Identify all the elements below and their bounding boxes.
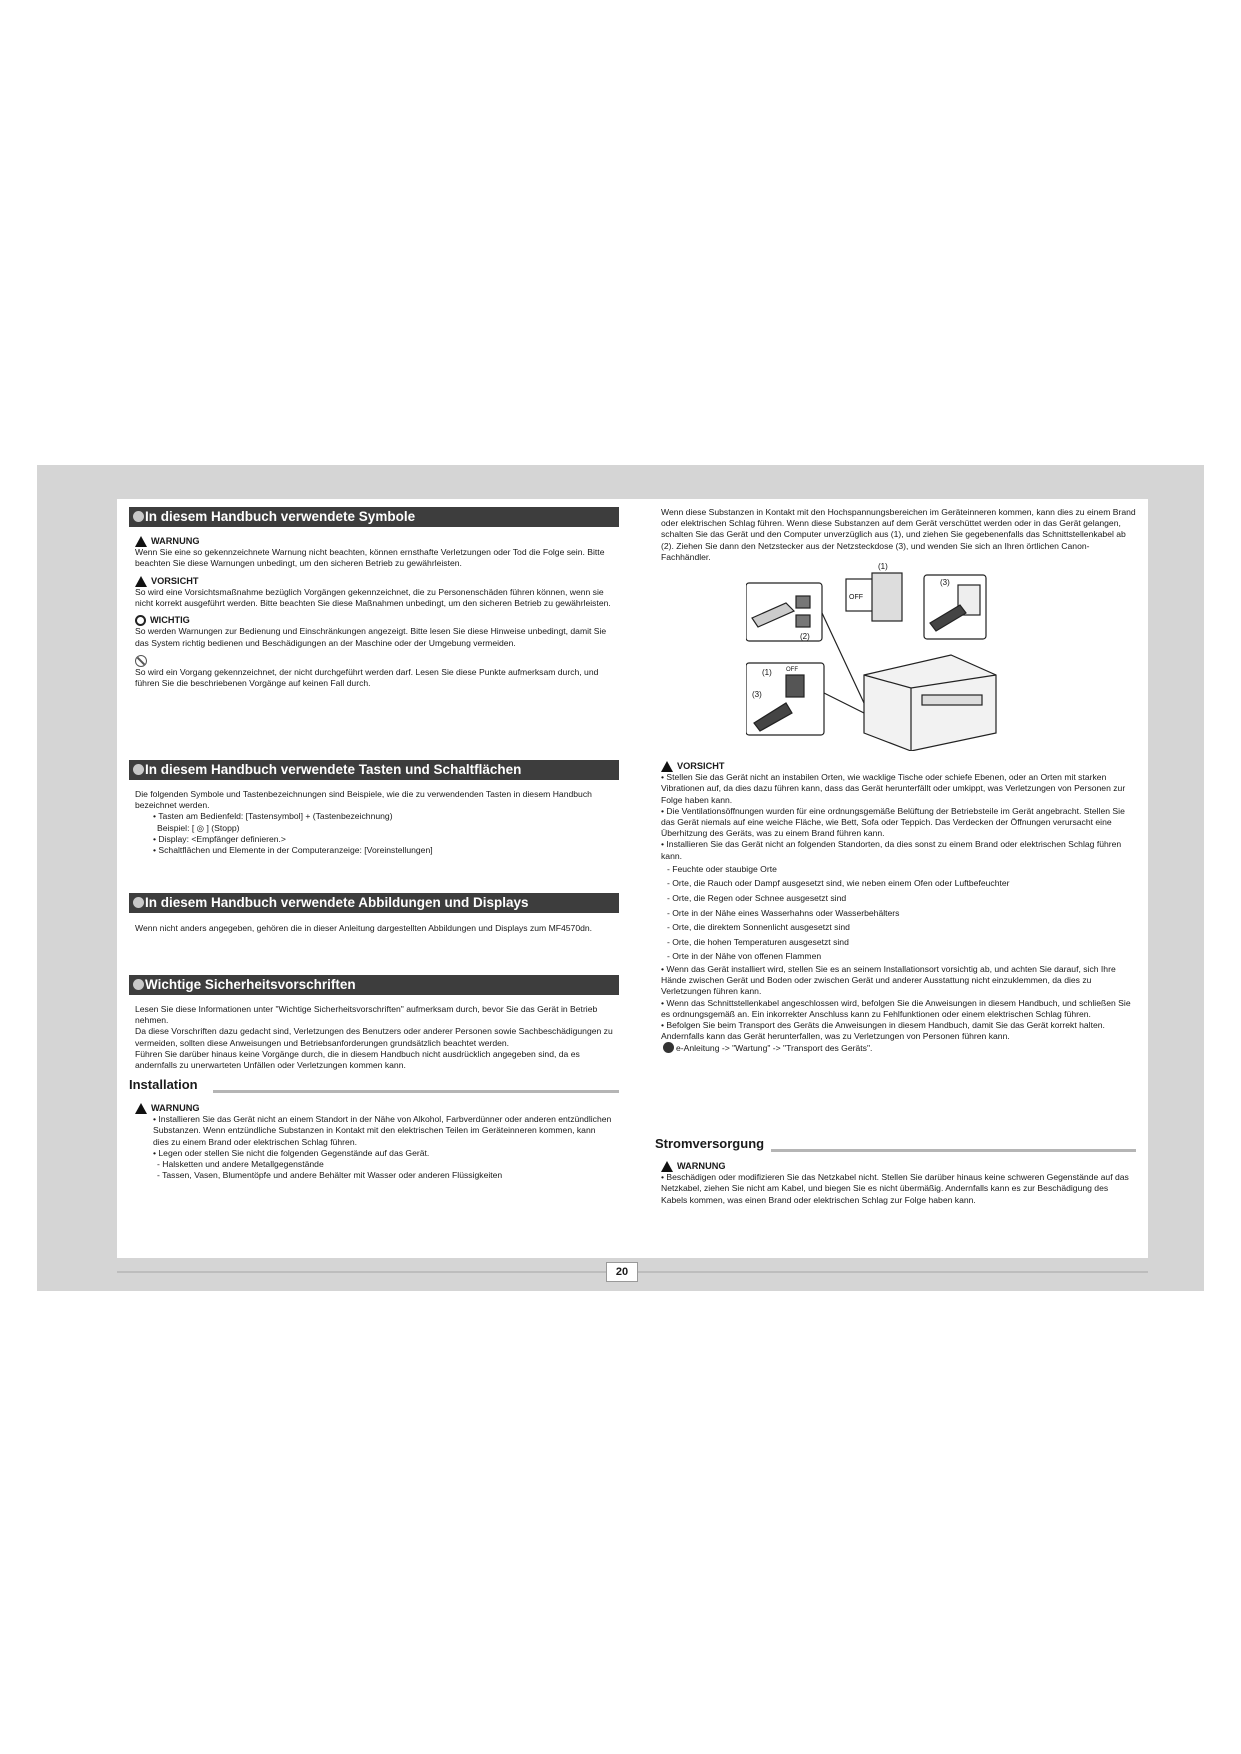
warnung-label [135, 1103, 613, 1114]
warnung-label [661, 1161, 1136, 1172]
prohibited-icon [135, 655, 147, 667]
tasten-block [135, 789, 613, 856]
label-text: WICHTIG [150, 615, 190, 626]
label-text: VORSICHT [151, 575, 199, 586]
installation-dash-2: - Tassen, Vasen, Blumentöpfe und andere Behälter mit Wasser oder anderen Flüssigkeiten [157, 1170, 503, 1181]
abbildungen-text: Wenn nicht anders angegeben, gehören die in dieser Anleitung dargestellten Abbildungen und Displays zum MF4570dn. [135, 923, 593, 933]
section-header-symbole [129, 507, 619, 527]
bullet-circle-icon [133, 897, 144, 908]
section-header-sicherheit [129, 975, 619, 995]
installation-block [135, 1103, 613, 1181]
sicherheit-block [135, 1004, 613, 1071]
caution-triangle-icon [135, 576, 147, 587]
callout-2: (2) [800, 632, 810, 641]
sicherheit-p1: Lesen Sie diese Informationen unter "Wichtige Sicherheitsvorschriften" aufmerksam durch, bevor Sie das Gerät in Betrieb nehmen. [135, 1004, 598, 1026]
warning-triangle-icon [135, 1103, 147, 1114]
tasten-bullet-2: • Display: <Empfänger definieren.> [153, 833, 286, 844]
vorsicht-description: So wird eine Vorsichtsmaßnahme bezüglich Vorgängen gekennzeichnet, die zu Personenschäden führen können, wenn sie nicht korrekt ausgeführt werden. Bitte beachten Sie diese Maßnahmen unbedingt, um den sicheren Betrieb zu gewährleisten. [135, 586, 611, 609]
location-item: - Orte, die direktem Sonnenlicht ausgesetzt sind [667, 922, 850, 933]
locations-list [661, 862, 1136, 964]
vorsicht-bullet-1: • Stellen Sie das Gerät nicht an instabilen Orten, wie wacklige Tische oder schiefe Ebenen, oder an Orten mit starken Vibrationen auf, da dies dazu führen kann, dass das Gerät herunterfällt oder umkippt, was Verletzungen von Personen zur Folge haben kann. [661, 772, 1126, 805]
page-number: 20 [606, 1262, 638, 1282]
tasten-intro: Die folgenden Symbole und Tastenbezeichnungen sind Beispiele, wie die zu verwendenden Tasten in diesem Handbuch bezeichnet werden. [135, 789, 592, 811]
location-item: - Feuchte oder staubige Orte [667, 863, 777, 874]
installation-bullet-1: • Installieren Sie das Gerät nicht an einem Standort in der Nähe von Alkohol, Farbverdünner oder anderen entzündlichen Substanzen. Wenn entzündliche Substanzen in Kontakt mit den elektrischen Teilen im Geräteinneren kommen, kann dies zu einem Brand oder elektrischen Schlag führen. [153, 1114, 612, 1147]
strom-text: • Beschädigen oder modifizieren Sie das Netzkabel nicht. Stellen Sie darüber hinaus keine schweren Gegenstände auf das Netzkabel, ziehen Sie nicht am Kabel, und biegen Sie es nicht übermäßig. Andernfalls kann es zur Beschädigung des Kabels kommen, was einen Brand oder elektrischen Schlag zur Folge haben kann. [661, 1172, 1129, 1205]
section-title: Wichtige Sicherheitsvorschriften [145, 977, 356, 992]
e-manual-reference [661, 1042, 1136, 1054]
e-manual-icon [663, 1042, 674, 1053]
vorsicht-block [661, 761, 1136, 1055]
location-item: - Orte, die Regen oder Schnee ausgesetzt sind [667, 893, 847, 904]
wichtig-label [135, 615, 613, 626]
subheading-stromversorgung: Stromversorgung [655, 1136, 765, 1151]
verbot-description: So wird ein Vorgang gekennzeichnet, der nicht durchgeführt werden darf. Lesen Sie diese Punkte aufmerksam durch, und führen Sie die beschriebenen Vorgänge auf keinen Fall durch. [135, 666, 599, 689]
subheading-rule [771, 1149, 1136, 1152]
symbols-list [135, 536, 613, 689]
caution-triangle-icon [661, 761, 673, 772]
label-text: WARNUNG [677, 1161, 726, 1171]
location-item: - Orte, die hohen Temperaturen ausgesetzt sind [667, 936, 849, 947]
bullet-circle-icon [133, 764, 144, 775]
vorsicht-bullet-3: • Installieren Sie das Gerät nicht an folgenden Standorten, da dies sonst zu einem Brand oder elektrischen Schlag führen kann. [661, 839, 1122, 861]
callout-1: (1) [878, 563, 888, 571]
subheading-installation: Installation [129, 1077, 198, 1092]
location-item: - Orte in der Nähe eines Wasserhahns oder Wasserbehälters [667, 907, 900, 918]
section-title: In diesem Handbuch verwendete Abbildungen und Displays [145, 895, 529, 910]
reference-text: e-Anleitung -> "Wartung" -> "Transport des Geräts". [676, 1043, 873, 1054]
strom-block [661, 1161, 1136, 1206]
section-header-tasten [129, 760, 619, 780]
tasten-bullet-3: • Schaltflächen und Elemente in der Computeranzeige: [Voreinstellungen] [153, 845, 433, 856]
location-item: - Orte in der Nähe von offenen Flammen [667, 951, 822, 962]
verbot-label [135, 655, 613, 667]
vorsicht-label [661, 761, 1136, 772]
sicherheit-p2: Da diese Vorschriften dazu gedacht sind, Verletzungen des Benutzers oder anderer Personen sowie Sachbeschädigungen zu vermeiden, sollten diese Anweisungen und Betriebsanforderungen grundsätzlich beachtet werden. [135, 1026, 613, 1048]
warning-triangle-icon [661, 1161, 673, 1172]
installation-bullet-2: • Legen oder stellen Sie nicht die folgenden Gegenstände auf das Gerät. [153, 1147, 430, 1158]
off-label-monitor: OFF [849, 594, 863, 601]
section-title: In diesem Handbuch verwendete Tasten und Schaltflächen [145, 762, 522, 777]
tasten-bullet-1: • Tasten am Bedienfeld: [Tastensymbol] + (Tastenbezeichnung) [153, 811, 393, 822]
wichtig-description: So werden Warnungen zur Bedienung und Einschränkungen angezeigt. Bitte lesen Sie diese Hinweise unbedingt, damit Sie das System richtig bedienen und Beschädigungen an der Maschine oder der Umgebung vermeiden. [135, 626, 607, 648]
vorsicht-label [135, 576, 613, 587]
bullet-circle-icon [133, 979, 144, 990]
vorsicht-bullet-4: • Wenn das Gerät installiert wird, stellen Sie es an seinem Installationsort vorsichtig ab, und achten Sie darauf, sich Ihre Hände zwischen Gerät und Boden oder zwischen Gerät und anderer Ausstattung nicht einzuklemmen, da dies zu Verletzungen führen kann. [661, 963, 1116, 997]
warnung-label [135, 536, 613, 547]
warnung-description: Wenn Sie eine so gekennzeichnete Warnung nicht beachten, können ernsthafte Verletzungen oder Tod die Folge sein. Bitte beachten Sie diese Warnungen unbedingt, um den sicheren Betrieb zu gewährleisten. [135, 547, 605, 569]
vorsicht-bullet-2: • Die Ventilationsöffnungen wurden für eine ordnungsgemäße Belüftung der Betriebsteile im Gerät angebracht. Stellen Sie das Gerät niemals auf eine weiche Fläche, wie Bett, Sofa oder Teppich. Das Verdecken der Öffnungen verursacht eine Überhitzung des Geräts, was zu einem Brand führen kann. [661, 805, 1125, 839]
label-text: WARNUNG [151, 536, 200, 546]
installation-dash-1: - Halsketten und andere Metallgegenstände [157, 1159, 324, 1170]
subheading-rule [213, 1090, 619, 1093]
bullet-circle-icon [133, 511, 144, 522]
warning-triangle-icon [135, 536, 147, 547]
sicherheit-p3: Führen Sie darüber hinaus keine Vorgänge durch, die in diesem Handbuch nicht ausdrücklich angegeben sind, da es andernfalls zu unerwarteten Unfällen oder Verletzungen kommen kann. [135, 1048, 580, 1071]
computer-tower [872, 573, 902, 621]
callout-3: (3) [940, 578, 950, 587]
power-off-illustration [746, 563, 1016, 751]
section-title: In diesem Handbuch verwendete Symbole [145, 509, 416, 524]
label-text: VORSICHT [677, 761, 725, 771]
tasten-example: Beispiel: [ ◎ ] (Stopp) [157, 822, 240, 833]
label-text: WARNUNG [151, 1103, 200, 1113]
vorsicht-bullet-6: • Befolgen Sie beim Transport des Geräts die Anweisungen in diesem Handbuch, damit Sie das Gerät korrekt halten. Andernfalls kann das Gerät herunterfallen, was zu Verletzungen von Personen führen kann. [661, 1020, 1105, 1042]
manual-spread [117, 499, 1148, 1258]
section-header-abbildungen [129, 893, 619, 913]
location-item: - Orte, die Rauch oder Dampf ausgesetzt sind, wie neben einem Ofen oder Luftbefeuchter [667, 878, 1010, 889]
right-intro: Wenn diese Substanzen in Kontakt mit den Hochspannungsbereichen im Geräteinneren kommen, kann dies zu einem Brand oder elektrischen Schlag führen. Wenn diese Substanzen auf dem Gerät verschüttet werden oder in das Gerät gelangen, schalten Sie das Gerät und den Computer unverzüglich aus (1), und ziehen Sie gegebenenfalls das Schnittstellenkabel ab (2). Ziehen Sie dann den Netzstecker aus der Netzsteckdose (3), und wenden Sie sich an Ihren örtlichen Canon-Fachhändler. [661, 507, 1136, 562]
off-label-switch: OFF [786, 667, 798, 673]
vorsicht-bullet-5: • Wenn das Schnittstellenkabel angeschlossen wird, befolgen Sie die Anweisungen in diesem Handbuch, und schließen Sie es ordnungsgemäß an. Ein inkorrekter Anschluss kann zu Fehlfunktionen oder einem elektrischen Schlag führen. [661, 997, 1131, 1019]
callout-1b: (1) [762, 668, 772, 677]
abbildungen-block [135, 923, 613, 934]
important-circle-icon [135, 615, 146, 626]
callout-3b: (3) [752, 690, 762, 699]
